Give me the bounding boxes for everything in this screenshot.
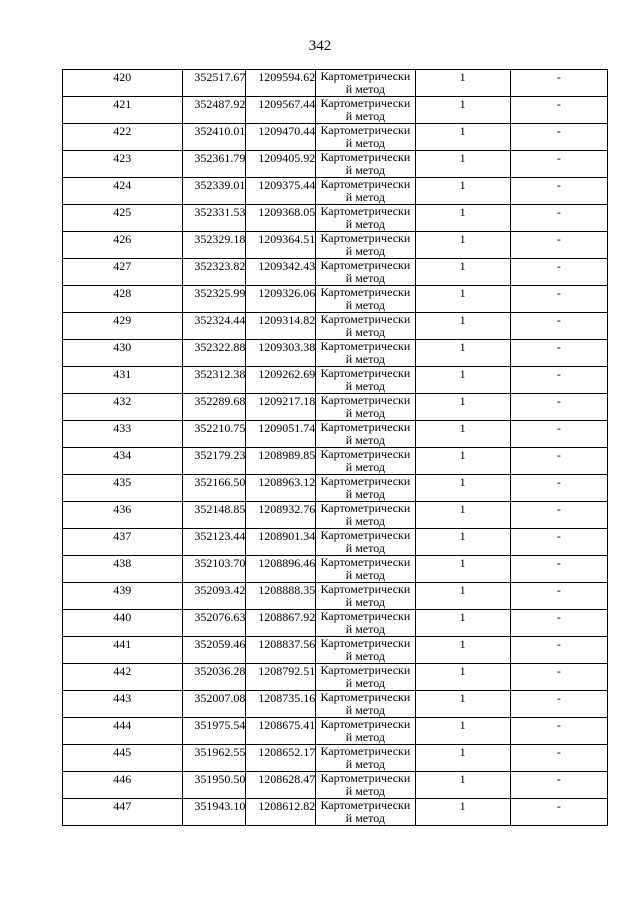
method-text-line-2: й метод bbox=[345, 137, 385, 150]
table-row bbox=[63, 124, 608, 151]
y-coordinate-cell: 1208901.34 bbox=[246, 529, 316, 556]
method-text-line-1: Картометрически bbox=[320, 259, 411, 272]
point-number-cell: 424 bbox=[63, 178, 183, 205]
note-cell: - bbox=[510, 475, 607, 502]
table-row bbox=[63, 529, 608, 556]
method-text-line-1: Картометрически bbox=[320, 718, 411, 731]
method-cell bbox=[316, 772, 415, 799]
method-text-line-2: й метод bbox=[345, 164, 385, 177]
x-coordinate-cell: 352487.92 bbox=[182, 97, 246, 124]
note-cell: - bbox=[510, 799, 607, 826]
method-cell bbox=[316, 124, 415, 151]
accuracy-cell: 1 bbox=[415, 151, 510, 178]
point-number-cell: 447 bbox=[63, 799, 183, 826]
y-coordinate-cell: 1209326.06 bbox=[246, 286, 316, 313]
point-number-cell: 430 bbox=[63, 340, 183, 367]
x-coordinate-cell: 352312.38 bbox=[182, 367, 246, 394]
accuracy-cell: 1 bbox=[415, 772, 510, 799]
table-row bbox=[63, 772, 608, 799]
accuracy-cell: 1 bbox=[415, 70, 510, 97]
x-coordinate-cell: 352059.46 bbox=[182, 637, 246, 664]
x-coordinate-cell: 352323.82 bbox=[182, 259, 246, 286]
y-coordinate-cell: 1208628.47 bbox=[246, 772, 316, 799]
note-cell: - bbox=[510, 340, 607, 367]
y-coordinate-cell: 1209342.43 bbox=[246, 259, 316, 286]
y-coordinate-cell: 1208837.56 bbox=[246, 637, 316, 664]
accuracy-cell: 1 bbox=[415, 232, 510, 259]
table-row bbox=[63, 151, 608, 178]
y-coordinate-cell: 1209567.44 bbox=[246, 97, 316, 124]
accuracy-cell: 1 bbox=[415, 664, 510, 691]
table-row bbox=[63, 205, 608, 232]
point-number-cell: 431 bbox=[63, 367, 183, 394]
method-text-line-2: й метод bbox=[345, 569, 385, 582]
method-cell bbox=[316, 313, 415, 340]
note-cell: - bbox=[510, 286, 607, 313]
x-coordinate-cell: 352324.44 bbox=[182, 313, 246, 340]
method-text-line-2: й метод bbox=[345, 488, 385, 501]
method-text-line-1: Картометрически bbox=[320, 232, 411, 245]
y-coordinate-cell: 1209314.82 bbox=[246, 313, 316, 340]
table-row bbox=[63, 718, 608, 745]
method-cell bbox=[316, 340, 415, 367]
method-text-line-2: й метод bbox=[345, 542, 385, 555]
accuracy-cell: 1 bbox=[415, 556, 510, 583]
note-cell: - bbox=[510, 421, 607, 448]
y-coordinate-cell: 1209405.92 bbox=[246, 151, 316, 178]
method-text-line-2: й метод bbox=[345, 758, 385, 771]
point-number-cell: 436 bbox=[63, 502, 183, 529]
y-coordinate-cell: 1208932.76 bbox=[246, 502, 316, 529]
x-coordinate-cell: 352410.01 bbox=[182, 124, 246, 151]
y-coordinate-cell: 1208896.46 bbox=[246, 556, 316, 583]
note-cell: - bbox=[510, 772, 607, 799]
accuracy-cell: 1 bbox=[415, 691, 510, 718]
accuracy-cell: 1 bbox=[415, 367, 510, 394]
accuracy-cell: 1 bbox=[415, 745, 510, 772]
note-cell: - bbox=[510, 151, 607, 178]
method-text-line-1: Картометрически bbox=[320, 529, 411, 542]
x-coordinate-cell: 352076.63 bbox=[182, 610, 246, 637]
y-coordinate-cell: 1209375.44 bbox=[246, 178, 316, 205]
point-number-cell: 423 bbox=[63, 151, 183, 178]
accuracy-cell: 1 bbox=[415, 259, 510, 286]
accuracy-cell: 1 bbox=[415, 583, 510, 610]
accuracy-cell: 1 bbox=[415, 340, 510, 367]
x-coordinate-cell: 352166.50 bbox=[182, 475, 246, 502]
table-row bbox=[63, 637, 608, 664]
note-cell: - bbox=[510, 745, 607, 772]
method-cell bbox=[316, 151, 415, 178]
table-row bbox=[63, 610, 608, 637]
point-number-cell: 444 bbox=[63, 718, 183, 745]
point-number-cell: 420 bbox=[63, 70, 183, 97]
method-text-line-2: й метод bbox=[345, 515, 385, 528]
accuracy-cell: 1 bbox=[415, 610, 510, 637]
accuracy-cell: 1 bbox=[415, 799, 510, 826]
point-number-cell: 443 bbox=[63, 691, 183, 718]
x-coordinate-cell: 352339.01 bbox=[182, 178, 246, 205]
method-text-line-2: й метод bbox=[345, 677, 385, 690]
accuracy-cell: 1 bbox=[415, 313, 510, 340]
method-text-line-2: й метод bbox=[345, 380, 385, 393]
point-number-cell: 428 bbox=[63, 286, 183, 313]
method-text-line-1: Картометрически bbox=[320, 610, 411, 623]
method-cell bbox=[316, 286, 415, 313]
method-text-line-1: Картометрически bbox=[320, 70, 411, 83]
table-row bbox=[63, 70, 608, 97]
x-coordinate-cell: 352179.23 bbox=[182, 448, 246, 475]
x-coordinate-cell: 351950.50 bbox=[182, 772, 246, 799]
table-row bbox=[63, 448, 608, 475]
method-text-line-1: Картометрически bbox=[320, 502, 411, 515]
y-coordinate-cell: 1208989.85 bbox=[246, 448, 316, 475]
note-cell: - bbox=[510, 367, 607, 394]
note-cell: - bbox=[510, 664, 607, 691]
method-text-line-1: Картометрически bbox=[320, 151, 411, 164]
method-text-line-2: й метод bbox=[345, 191, 385, 204]
method-text-line-2: й метод bbox=[345, 650, 385, 663]
point-number-cell: 441 bbox=[63, 637, 183, 664]
method-cell bbox=[316, 367, 415, 394]
table-row bbox=[63, 394, 608, 421]
method-text-line-2: й метод bbox=[345, 272, 385, 285]
method-text-line-2: й метод bbox=[345, 812, 385, 825]
x-coordinate-cell: 352210.75 bbox=[182, 421, 246, 448]
method-cell bbox=[316, 610, 415, 637]
method-cell bbox=[316, 691, 415, 718]
method-cell bbox=[316, 205, 415, 232]
accuracy-cell: 1 bbox=[415, 475, 510, 502]
method-text-line-2: й метод bbox=[345, 299, 385, 312]
accuracy-cell: 1 bbox=[415, 124, 510, 151]
method-text-line-2: й метод bbox=[345, 704, 385, 717]
x-coordinate-cell: 352361.79 bbox=[182, 151, 246, 178]
accuracy-cell: 1 bbox=[415, 286, 510, 313]
point-number-cell: 425 bbox=[63, 205, 183, 232]
accuracy-cell: 1 bbox=[415, 178, 510, 205]
y-coordinate-cell: 1209368.05 bbox=[246, 205, 316, 232]
method-text-line-2: й метод bbox=[345, 326, 385, 339]
table-row bbox=[63, 367, 608, 394]
method-cell bbox=[316, 448, 415, 475]
y-coordinate-cell: 1208612.82 bbox=[246, 799, 316, 826]
table-row bbox=[63, 502, 608, 529]
x-coordinate-cell: 352123.44 bbox=[182, 529, 246, 556]
accuracy-cell: 1 bbox=[415, 205, 510, 232]
x-coordinate-cell: 351962.55 bbox=[182, 745, 246, 772]
point-number-cell: 432 bbox=[63, 394, 183, 421]
method-text-line-1: Картометрически bbox=[320, 178, 411, 191]
method-text-line-2: й метод bbox=[345, 434, 385, 447]
method-text-line-1: Картометрически bbox=[320, 340, 411, 353]
note-cell: - bbox=[510, 718, 607, 745]
x-coordinate-cell: 352036.28 bbox=[182, 664, 246, 691]
note-cell: - bbox=[510, 313, 607, 340]
y-coordinate-cell: 1208735.16 bbox=[246, 691, 316, 718]
note-cell: - bbox=[510, 70, 607, 97]
table-row bbox=[63, 97, 608, 124]
table-row bbox=[63, 421, 608, 448]
method-text-line-1: Картометрически bbox=[320, 97, 411, 110]
y-coordinate-cell: 1209217.18 bbox=[246, 394, 316, 421]
table-row bbox=[63, 313, 608, 340]
table-row bbox=[63, 232, 608, 259]
point-number-cell: 433 bbox=[63, 421, 183, 448]
point-number-cell: 429 bbox=[63, 313, 183, 340]
accuracy-cell: 1 bbox=[415, 448, 510, 475]
note-cell: - bbox=[510, 394, 607, 421]
method-cell bbox=[316, 529, 415, 556]
method-text-line-1: Картометрически bbox=[320, 637, 411, 650]
accuracy-cell: 1 bbox=[415, 97, 510, 124]
x-coordinate-cell: 352331.53 bbox=[182, 205, 246, 232]
table-row bbox=[63, 259, 608, 286]
note-cell: - bbox=[510, 97, 607, 124]
note-cell: - bbox=[510, 205, 607, 232]
x-coordinate-cell: 352322.88 bbox=[182, 340, 246, 367]
coordinates-table-body bbox=[63, 70, 608, 826]
point-number-cell: 438 bbox=[63, 556, 183, 583]
method-cell bbox=[316, 556, 415, 583]
method-text-line-2: й метод bbox=[345, 110, 385, 123]
x-coordinate-cell: 351943.10 bbox=[182, 799, 246, 826]
method-text-line-2: й метод bbox=[345, 218, 385, 231]
method-cell bbox=[316, 97, 415, 124]
method-cell bbox=[316, 70, 415, 97]
method-text-line-1: Картометрически bbox=[320, 205, 411, 218]
x-coordinate-cell: 352093.42 bbox=[182, 583, 246, 610]
y-coordinate-cell: 1209364.51 bbox=[246, 232, 316, 259]
table-row bbox=[63, 691, 608, 718]
note-cell: - bbox=[510, 556, 607, 583]
method-text-line-2: й метод bbox=[345, 596, 385, 609]
note-cell: - bbox=[510, 583, 607, 610]
method-cell bbox=[316, 718, 415, 745]
accuracy-cell: 1 bbox=[415, 718, 510, 745]
note-cell: - bbox=[510, 448, 607, 475]
point-number-cell: 445 bbox=[63, 745, 183, 772]
method-text-line-1: Картометрически bbox=[320, 691, 411, 704]
method-text-line-2: й метод bbox=[345, 785, 385, 798]
method-cell bbox=[316, 745, 415, 772]
x-coordinate-cell: 352325.99 bbox=[182, 286, 246, 313]
method-text-line-2: й метод bbox=[345, 353, 385, 366]
method-text-line-1: Картометрически bbox=[320, 556, 411, 569]
point-number-cell: 439 bbox=[63, 583, 183, 610]
y-coordinate-cell: 1208675.41 bbox=[246, 718, 316, 745]
table-row bbox=[63, 583, 608, 610]
x-coordinate-cell: 351975.54 bbox=[182, 718, 246, 745]
x-coordinate-cell: 352517.67 bbox=[182, 70, 246, 97]
y-coordinate-cell: 1208888.35 bbox=[246, 583, 316, 610]
point-number-cell: 426 bbox=[63, 232, 183, 259]
method-text-line-1: Картометрически bbox=[320, 421, 411, 434]
method-text-line-1: Картометрически bbox=[320, 448, 411, 461]
method-text-line-2: й метод bbox=[345, 407, 385, 420]
method-text-line-2: й метод bbox=[345, 623, 385, 636]
x-coordinate-cell: 352329.18 bbox=[182, 232, 246, 259]
table-row bbox=[63, 286, 608, 313]
method-text-line-1: Картометрически bbox=[320, 286, 411, 299]
y-coordinate-cell: 1208867.92 bbox=[246, 610, 316, 637]
table-row bbox=[63, 556, 608, 583]
y-coordinate-cell: 1209594.62 bbox=[246, 70, 316, 97]
y-coordinate-cell: 1209262.69 bbox=[246, 367, 316, 394]
y-coordinate-cell: 1209303.38 bbox=[246, 340, 316, 367]
x-coordinate-cell: 352103.70 bbox=[182, 556, 246, 583]
accuracy-cell: 1 bbox=[415, 421, 510, 448]
coordinates-table bbox=[62, 69, 608, 826]
x-coordinate-cell: 352148.85 bbox=[182, 502, 246, 529]
y-coordinate-cell: 1209051.74 bbox=[246, 421, 316, 448]
table-row bbox=[63, 340, 608, 367]
y-coordinate-cell: 1208792.51 bbox=[246, 664, 316, 691]
accuracy-cell: 1 bbox=[415, 637, 510, 664]
point-number-cell: 440 bbox=[63, 610, 183, 637]
method-text-line-2: й метод bbox=[345, 461, 385, 474]
method-cell bbox=[316, 232, 415, 259]
point-number-cell: 434 bbox=[63, 448, 183, 475]
y-coordinate-cell: 1208963.12 bbox=[246, 475, 316, 502]
x-coordinate-cell: 352007.08 bbox=[182, 691, 246, 718]
method-text-line-1: Картометрически bbox=[320, 583, 411, 596]
note-cell: - bbox=[510, 691, 607, 718]
method-text-line-2: й метод bbox=[345, 245, 385, 258]
note-cell: - bbox=[510, 637, 607, 664]
method-cell bbox=[316, 475, 415, 502]
y-coordinate-cell: 1209470.44 bbox=[246, 124, 316, 151]
x-coordinate-cell: 352289.68 bbox=[182, 394, 246, 421]
table-row bbox=[63, 664, 608, 691]
y-coordinate-cell: 1208652.17 bbox=[246, 745, 316, 772]
method-cell bbox=[316, 502, 415, 529]
table-row bbox=[63, 475, 608, 502]
table-row bbox=[63, 178, 608, 205]
note-cell: - bbox=[510, 610, 607, 637]
method-text-line-1: Картометрически bbox=[320, 475, 411, 488]
method-text-line-1: Картометрически bbox=[320, 394, 411, 407]
point-number-cell: 437 bbox=[63, 529, 183, 556]
table-row bbox=[63, 745, 608, 772]
method-text-line-2: й метод bbox=[345, 83, 385, 96]
note-cell: - bbox=[510, 178, 607, 205]
note-cell: - bbox=[510, 259, 607, 286]
method-text-line-1: Картометрически bbox=[320, 772, 411, 785]
method-text-line-1: Картометрически bbox=[320, 745, 411, 758]
method-cell bbox=[316, 637, 415, 664]
accuracy-cell: 1 bbox=[415, 502, 510, 529]
method-text-line-1: Картометрически bbox=[320, 799, 411, 812]
method-text-line-1: Картометрически bbox=[320, 664, 411, 677]
table-row bbox=[63, 799, 608, 826]
method-cell bbox=[316, 664, 415, 691]
note-cell: - bbox=[510, 232, 607, 259]
method-text-line-1: Картометрически bbox=[320, 367, 411, 380]
method-text-line-1: Картометрически bbox=[320, 124, 411, 137]
method-cell bbox=[316, 583, 415, 610]
accuracy-cell: 1 bbox=[415, 529, 510, 556]
accuracy-cell: 1 bbox=[415, 394, 510, 421]
method-text-line-2: й метод bbox=[345, 731, 385, 744]
point-number-cell: 422 bbox=[63, 124, 183, 151]
method-cell bbox=[316, 799, 415, 826]
point-number-cell: 435 bbox=[63, 475, 183, 502]
method-cell bbox=[316, 421, 415, 448]
point-number-cell: 442 bbox=[63, 664, 183, 691]
point-number-cell: 427 bbox=[63, 259, 183, 286]
method-cell bbox=[316, 178, 415, 205]
note-cell: - bbox=[510, 502, 607, 529]
note-cell: - bbox=[510, 529, 607, 556]
method-text-line-1: Картометрически bbox=[320, 313, 411, 326]
note-cell: - bbox=[510, 124, 607, 151]
point-number-cell: 446 bbox=[63, 772, 183, 799]
method-cell bbox=[316, 259, 415, 286]
method-cell bbox=[316, 394, 415, 421]
page-number: 342 bbox=[308, 38, 332, 54]
point-number-cell: 421 bbox=[63, 97, 183, 124]
